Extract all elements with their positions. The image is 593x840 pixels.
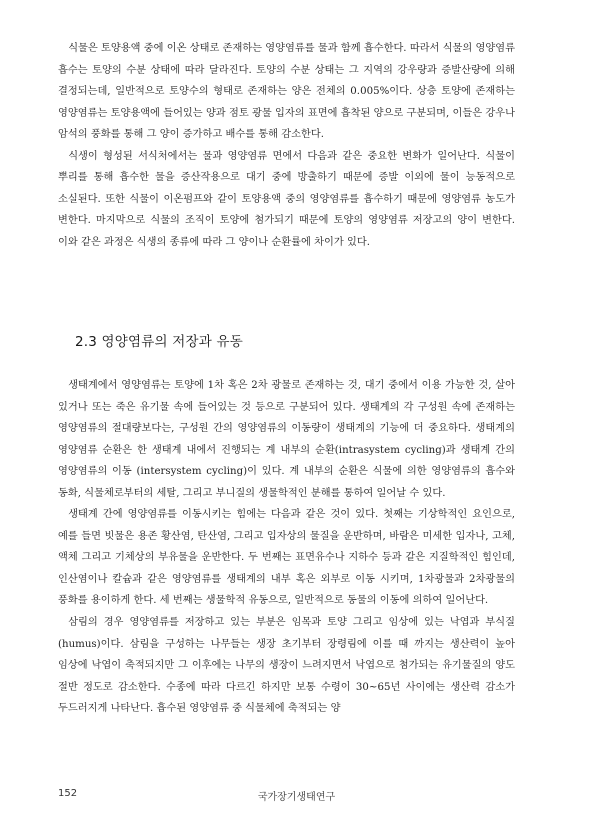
body-paragraph: 식생이 형성된 서식처에서는 물과 영양염류 면에서 다음과 같은 중요한 변화가 일어난다. 식물이 뿌리를 통해 흡수한 물을 증산작용으로 대기 중에 방출하기 때문에 증발 이외에 물이 능동적으로 소실된다. 또한 식물이 이온펌프와 같이 토양용액 중의 영양염류를 흡수하기 때문에 영양염류 농도가 변한다. 마지막으로 식물의 조직이 토양에 첨가되기 때문에 토양의 영양염류 저장고의 양이 변한다. 이와 같은 과정은 식생의 종류에 따라 그 양이나 순환률에 차이가 있다. [58,150,515,248]
body-paragraph: 삼림의 경우 영양염류를 저장하고 있는 부분은 임목과 토양 그리고 임상에 있는 낙엽과 부식질 (humus)이다. 삼림을 구성하는 나무들는 생장 초기부터 장령림에 이를 때 까지는 생산력이 높아 임상에 낙엽이 축적되지만 그 이후에는 나무의 생장이 느려지면서 낙엽으로 첨가되는 유기물질의 양도 절반 정도로 감소한다. 수종에 따라 다르긴 하지만 보통 수령이 30~65년 사이에는 생산력 감소가 두드러지게 나타난다. 흡수된 영양염류 중 식물체에 축적되는 양 [58,617,515,715]
section-heading: 2.3 영양염류의 저장과 유동 [75,334,243,350]
section-text-block [58,375,515,720]
body-paragraph: 생태계 간에 영양염류를 이동시키는 힘에는 다음과 같은 것이 있다. 첫째는 기상학적인 요인으로, 예를 들면 빗물은 용존 황산염, 탄산염, 그리고 입자상의 물질을 운반하며, 바람은 미세한 입자나, 고체, 액체 그리고 기체상의 부유물을 운반한다. 두 번째는 표면유수나 지하수 등과 같은 지질학적인 힘인데, 인산염이나 칼슘과 같은 영양염류를 생태계의 내부 혹은 외부로 이동 시키며, 1차광물과 2차광물의 풍화를 용이하게 한다. 세 번째는 생물학적 유동으로, 일반적으로 동물의 이동에 의하여 일어난다. [58,509,515,607]
body-paragraph: 생태계에서 영양염류는 토양에 1차 혹은 2차 광물로 존재하는 것, 대기 중에서 이용 가능한 것, 살아 있거나 또는 죽은 유기물 속에 들어있는 것 등으로 구분되어 있다. 생태계의 각 구성원 속에 존재하는 영양염류의 절대량보다는, 구성원 간의 영양염류의 이동량이 생태계의 기능에 더 중요하다. 생태계의 영양염류 순환은 한 생태계 내에서 진행되는 계 내부의 순환(intrasystem cycling)과 생태계 간의 영양염류의 이동 (intersystem cycling)이 있다. 계 내부의 순환은 식물에 의한 영양염류의 흡수와 동화, 식물체로부터의 세탈, 그리고 부니질의 생물학적인 분해를 통하여 일어날 수 있다. [58,380,515,499]
page-number: 152 [58,788,78,799]
footer-publication-title: 국가장기생태연구 [257,792,336,803]
intro-text-block [58,38,515,253]
body-paragraph: 식물은 토양용액 중에 이온 상태로 존재하는 영양염류를 물과 함께 흡수한다. 따라서 식물의 영양염류 흡수는 토양의 수분 상태에 따라 달라진다. 토양의 수분 상태는 그 지역의 강우량과 증발산량에 의해 결정되는데, 일반적으로 토양수의 형태로 존재하는 양은 전체의 0.005%이다. 상층 토양에 존재하는 영양염류는 토양용액에 들어있는 양과 점토 광물 입자의 표면에 흡착된 양으로 구분되며, 이들은 강우나 암석의 풍화를 통해 그 양이 증가하고 배수를 통해 감소한다. [58,43,515,141]
